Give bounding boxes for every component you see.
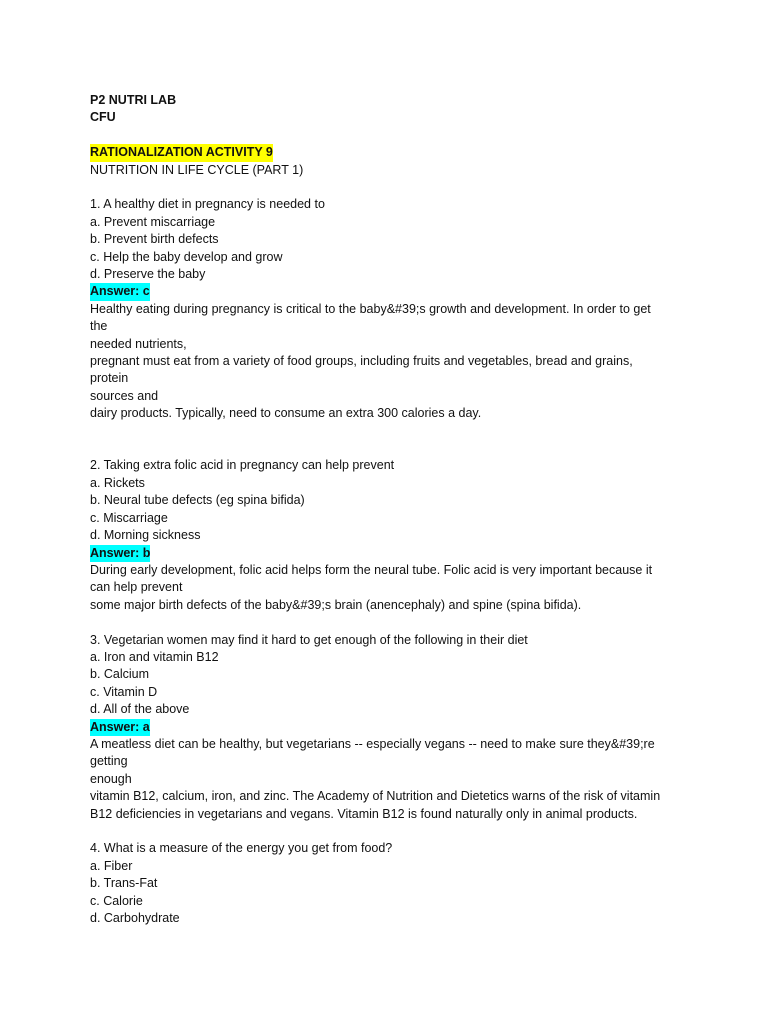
- rationale-line: the: [90, 319, 108, 334]
- rationale-line: sources and: [90, 388, 159, 403]
- rationale-line: some major birth defects of the baby&#39;s brain (anencephaly) and spine (spina bifida).: [90, 597, 582, 612]
- question-text: 2. Taking extra folic acid in pregnancy can help prevent: [90, 458, 395, 473]
- rationale-line: needed nutrients,: [90, 336, 187, 351]
- option: b. Trans-Fat: [90, 876, 158, 891]
- option: d. All of the above: [90, 702, 190, 717]
- rationale-line: Healthy eating during pregnancy is critical to the baby&#39;s growth and development. In order to get: [90, 301, 651, 316]
- course-subtitle: CFU: [90, 110, 116, 125]
- option: b. Neural tube defects (eg spina bifida): [90, 493, 305, 508]
- question-block-3: [90, 632, 680, 823]
- course-title: P2 NUTRI LAB: [90, 93, 177, 107]
- option: c. Help the baby develop and grow: [90, 249, 283, 264]
- option: d. Preserve the baby: [90, 267, 206, 282]
- question-block-1: [90, 196, 680, 422]
- option: d. Carbohydrate: [90, 911, 180, 926]
- option: d. Morning sickness: [90, 528, 201, 543]
- document-page: [90, 92, 680, 927]
- rationale-line: enough: [90, 771, 132, 786]
- rationale-line: can help prevent: [90, 580, 183, 595]
- option: a. Fiber: [90, 858, 133, 873]
- question-text: 1. A healthy diet in pregnancy is needed to: [90, 197, 325, 212]
- option: b. Prevent birth defects: [90, 232, 219, 247]
- answer-label: Answer: b: [90, 545, 150, 562]
- answer-label: Answer: a: [90, 719, 150, 736]
- option: a. Rickets: [90, 475, 145, 490]
- rationale-line: During early development, folic acid helps form the neural tube. Folic acid is very important because it: [90, 562, 653, 577]
- question-block-4: [90, 840, 680, 927]
- option: c. Calorie: [90, 893, 143, 908]
- rationale-line: getting: [90, 754, 128, 769]
- question-text: 3. Vegetarian women may find it hard to get enough of the following in their diet: [90, 632, 528, 647]
- rationale-line: vitamin B12, calcium, iron, and zinc. The Academy of Nutrition and Dietetics warns of the risk of vitamin: [90, 789, 661, 804]
- option: c. Vitamin D: [90, 684, 158, 699]
- option: b. Calcium: [90, 667, 150, 682]
- rationale-line: A meatless diet can be healthy, but vegetarians -- especially vegans -- need to make sure they&#39;re: [90, 736, 655, 751]
- question-text: 4. What is a measure of the energy you get from food?: [90, 841, 393, 856]
- option: c. Miscarriage: [90, 510, 168, 525]
- rationale-line: pregnant must eat from a variety of food groups, including fruits and vegetables, bread and grains,: [90, 354, 633, 369]
- rationale-line: dairy products. Typically, need to consume an extra 300 calories a day.: [90, 406, 482, 421]
- answer-label: Answer: c: [90, 283, 150, 300]
- option: a. Prevent miscarriage: [90, 214, 216, 229]
- option: a. Iron and vitamin B12: [90, 649, 219, 664]
- question-block-2: [90, 457, 680, 614]
- rationale-line: B12 deficiencies in vegetarians and vegans. Vitamin B12 is found naturally only in animal products.: [90, 806, 638, 821]
- topic-title: NUTRITION IN LIFE CYCLE (PART 1): [90, 162, 304, 177]
- rationale-line: protein: [90, 371, 129, 386]
- activity-title: RATIONALIZATION ACTIVITY 9: [90, 144, 273, 161]
